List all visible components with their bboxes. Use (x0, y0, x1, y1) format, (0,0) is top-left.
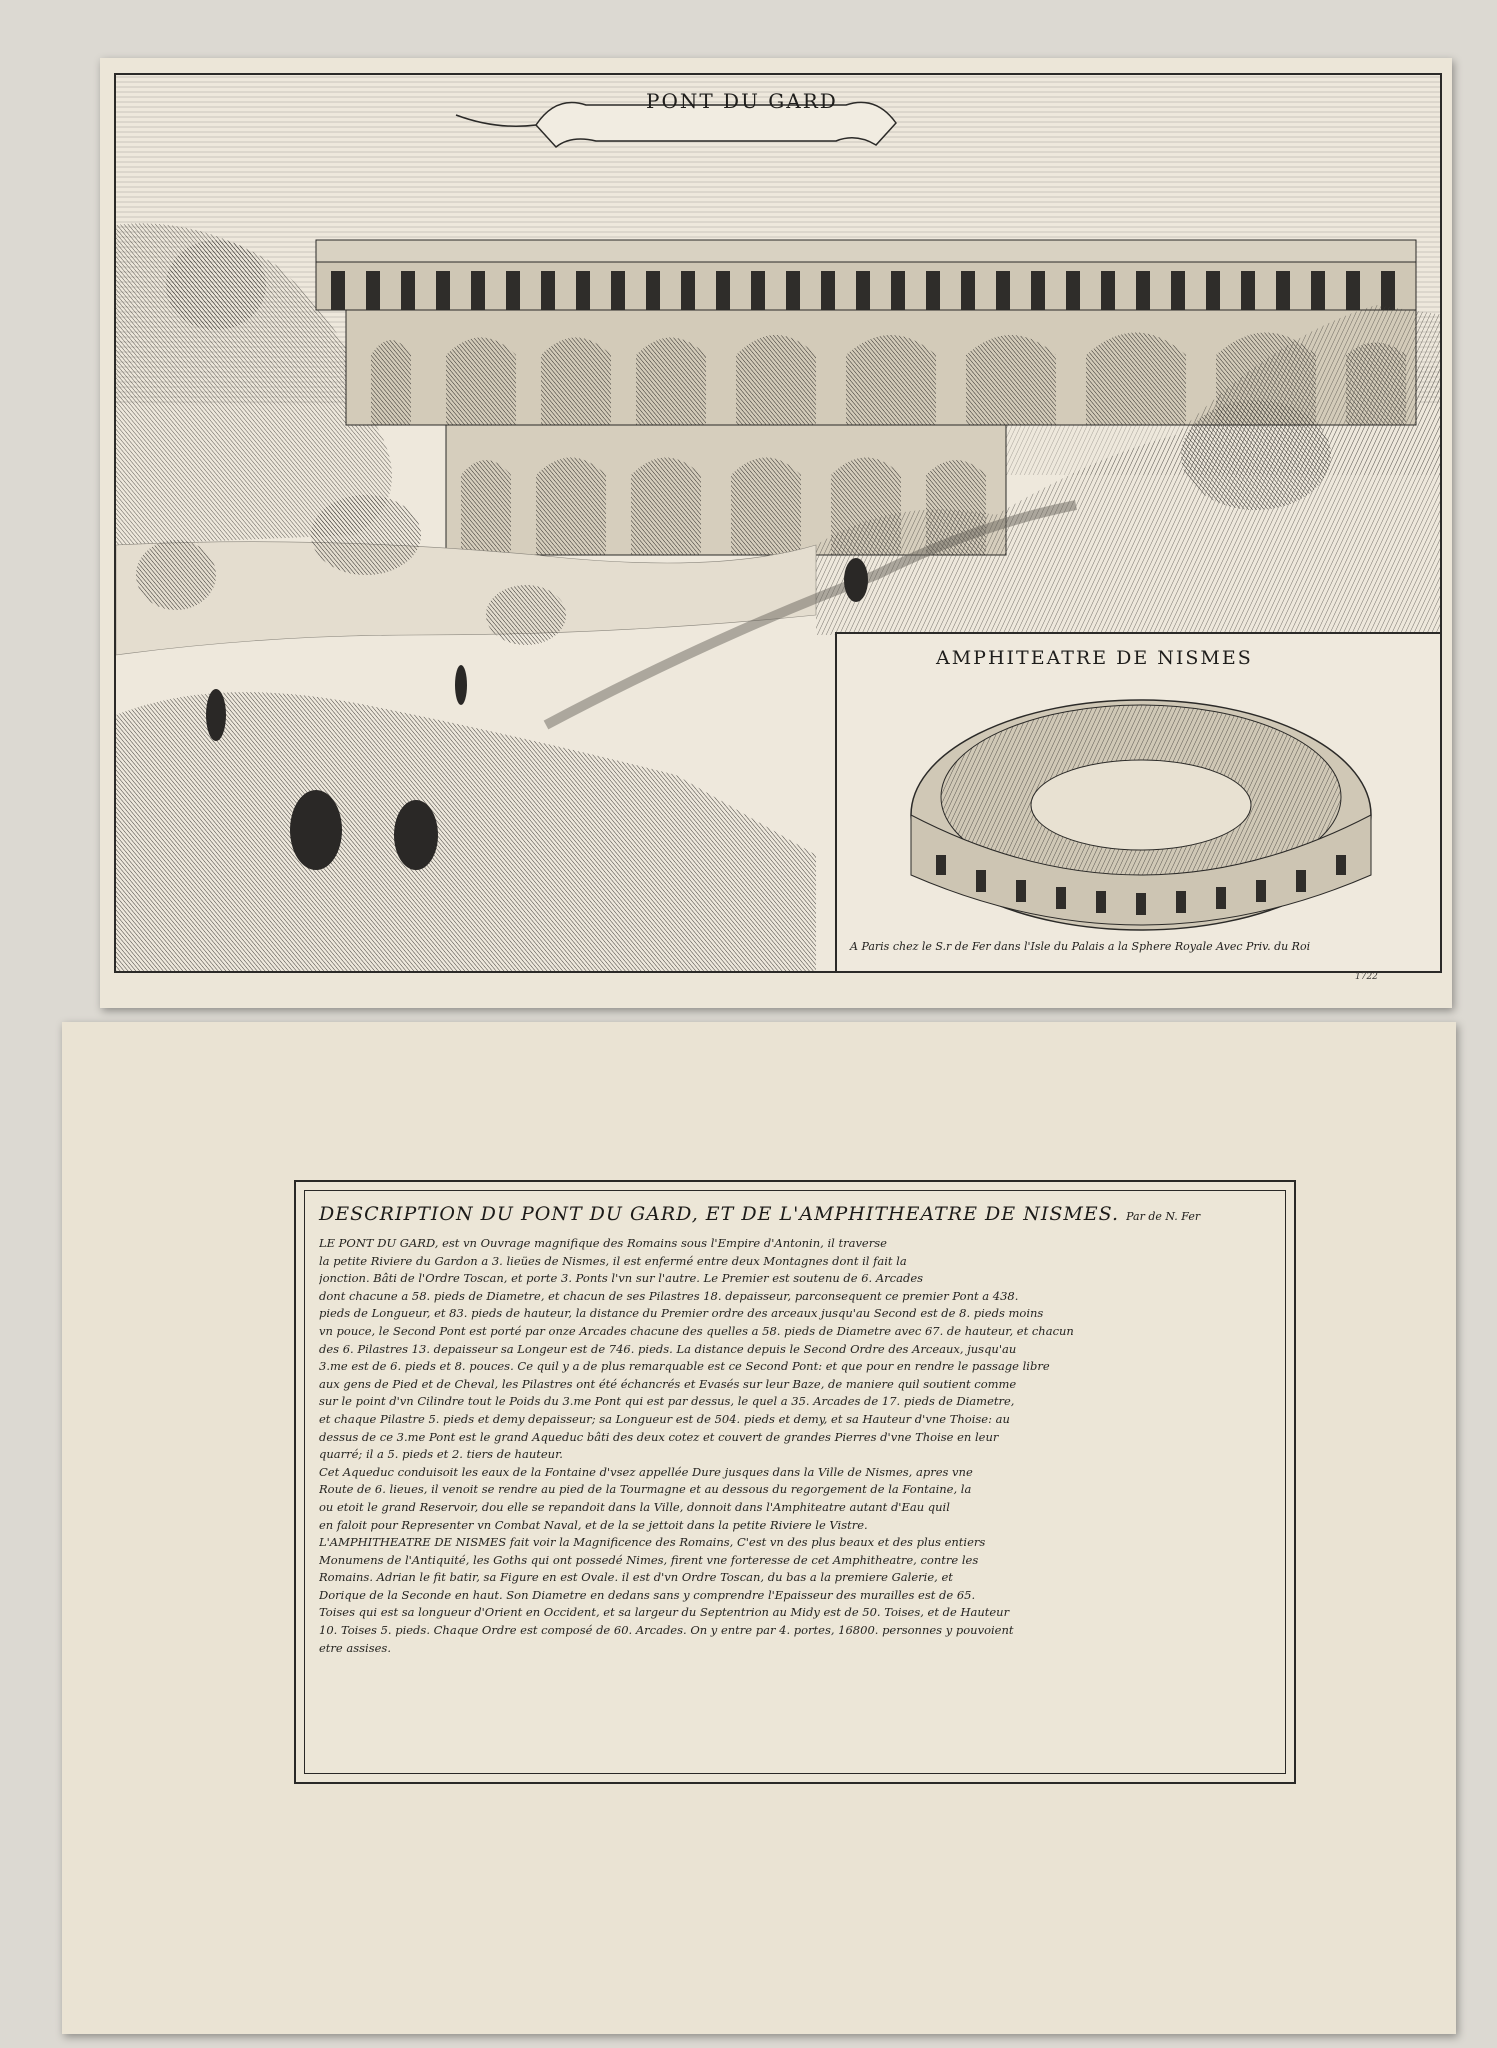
description-heading (319, 1203, 1200, 1225)
pont-du-gard-plate (114, 73, 1442, 973)
description-line: Cet Aqueduc conduisoit les eaux de la Fontaine d'vsez appellée Dure jusques dans la Ville de Nismes, apres vne (319, 1464, 973, 1479)
description-text (319, 1235, 1277, 1657)
description-line: 10. Toises 5. pieds. Chaque Ordre est composé de 60. Arcades. On y entre par 4. portes, 16800. personnes y pouvoient (319, 1623, 1014, 1638)
description-plate (294, 1180, 1296, 1784)
amphitheatre-inset (836, 633, 1442, 973)
description-inner-border (304, 1190, 1286, 1774)
description-line: L'AMPHITHEATRE DE NISMES fait voir la Magnificence des Romains, C'est vn des plus beaux et des plus entiers (319, 1535, 986, 1550)
description-line: dont chacune a 58. pieds de Diametre, et chacun de ses Pilastres 18. depaisseur, parconsequent ce premier Pont a 438. (319, 1288, 1019, 1303)
description-line: des 6. Pilastres 13. depaisseur sa Longeur est de 746. pieds. La distance depuis le Second Ordre des Arceaux, jusqu'au (319, 1341, 1017, 1356)
top-sheet (100, 58, 1452, 1008)
description-line: Monumens de l'Antiquité, les Goths qui ont possedé Nimes, firent vne forteresse de cet Amphitheatre, contre les (319, 1552, 979, 1567)
river (116, 542, 816, 655)
description-line: la petite Riviere du Gardon a 3. lieües de Nismes, il est enfermé entre deux Montagnes dont il fait la (319, 1253, 907, 1268)
imprint-line: A Paris chez le S.r de Fer dans l'Isle du Palais a la Sphere Royale Avec Priv. du Roi (850, 940, 1311, 953)
description-line: etre assises. (319, 1640, 391, 1655)
description-byline: Par de N. Fer (1126, 1210, 1201, 1223)
description-line: Romains. Adrian le fit batir, sa Figure en est Ovale. il est d'vn Ordre Toscan, du bas a la premiere Galerie, et (319, 1570, 953, 1585)
description-heading-text: DESCRIPTION DU PONT DU GARD, ET DE L'AMPHITHEATRE DE NISMES. (319, 1203, 1120, 1225)
description-line: quarré; il a 5. pieds et 2. tiers de hauteur. (319, 1447, 563, 1462)
description-line: vn pouce, le Second Pont est porté par onze Arcades chacune des quelles a 58. pieds de Diametre avec 67. de hauteur, et chacun (319, 1323, 1074, 1338)
description-line: 3.me est de 6. pieds et 8. pouces. Ce quil y a de plus remarquable est ce Second Pont: et que pour en rendre le passage libre (319, 1359, 1050, 1374)
description-line: dessus de ce 3.me Pont est le grand Aqueduc bâti des deux cotez et couvert de grandes Pierres d'vne Thoise en leur (319, 1429, 999, 1444)
description-line: aux gens de Pied et de Cheval, les Pilastres ont été échancrés et Evasés sur leur Baze, de maniere quil soutient comme (319, 1376, 1017, 1391)
imprint-year: 1722 (1355, 972, 1378, 982)
description-line: en faloit pour Representer vn Combat Naval, et de la se jettoit dans la petite Riviere le Vistre. (319, 1517, 868, 1532)
description-line: et chaque Pilastre 5. pieds et demy depaisseur; sa Longueur est de 504. pieds et demy, et sa Hauteur d'vne Thoise: au (319, 1411, 1010, 1426)
description-line: sur le point d'vn Cilindre tout le Poids du 3.me Pont qui est par dessus, le quel a 35. Arcades de 17. pieds de Diametre, (319, 1394, 1015, 1409)
amphitheatre-title: AMPHITEATRE DE NISMES (936, 647, 1253, 669)
description-line: Route de 6. lieues, il venoit se rendre au pied de la Tourmagne et au dessous du regorgement de la Fontaine, la (319, 1482, 972, 1497)
pont-du-gard-title: PONT DU GARD (646, 89, 838, 113)
description-line: LE PONT DU GARD, est vn Ouvrage magnifique des Romains sous l'Empire d'Antonin, il traverse (319, 1236, 887, 1250)
engraving-illustration (116, 75, 1442, 973)
description-line: Dorique de la Seconde en haut. Son Diametre en dedans sans y comprendre l'Epaisseur des murailles est de 65. (319, 1587, 976, 1602)
description-line: pieds de Longueur, et 83. pieds de hauteur, la distance du Premier ordre des arceaux jusqu'au Second est de 8. pieds moins (319, 1306, 1044, 1321)
description-line: jonction. Bâti de l'Ordre Toscan, et porte 3. Ponts l'vn sur l'autre. Le Premier est soutenu de 6. Arcades (319, 1271, 924, 1286)
description-line: Toises qui est sa longueur d'Orient en Occident, et sa largeur du Septentrion au Midy est de 50. Toises, et de Hauteur (319, 1605, 1010, 1620)
bottom-sheet (62, 1022, 1456, 2034)
description-line: ou etoit le grand Reservoir, dou elle se repandoit dans la Ville, donnoit dans l'Amphiteatre autant d'Eau quil (319, 1499, 950, 1514)
